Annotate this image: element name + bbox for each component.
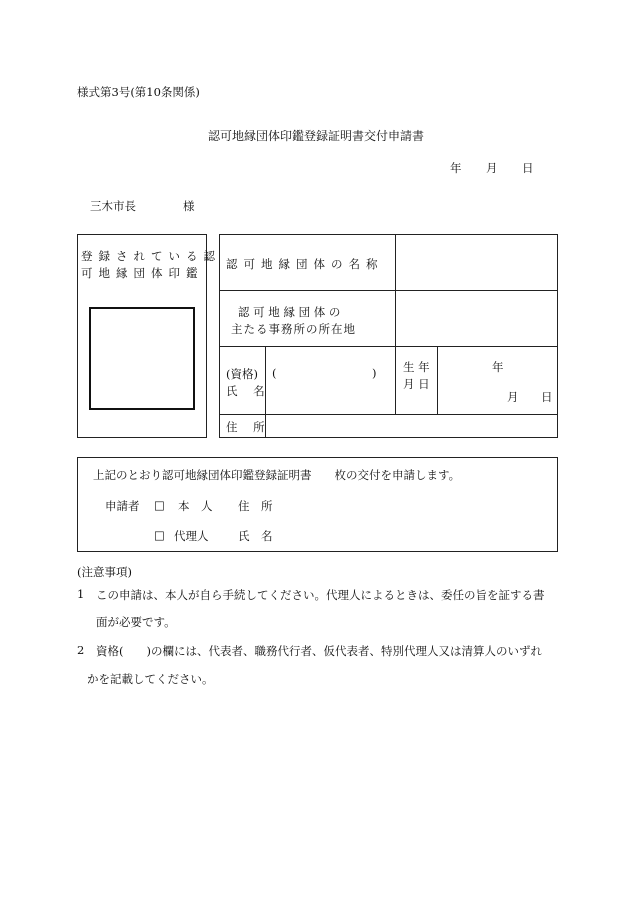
birth-label-line1: 生 年 bbox=[403, 360, 430, 374]
date-year-label: 年 bbox=[450, 161, 462, 175]
qualification-paren-close: ) bbox=[372, 366, 377, 380]
addressee-name: 三木市長 bbox=[90, 199, 136, 213]
request-statement: 上記のとおり認可地縁団体印鑑登録証明書 枚の交付を申請します。 bbox=[93, 468, 461, 482]
addressee-honorific: 様 bbox=[183, 199, 195, 213]
seal-label-line2: 可地縁団体印鑑 bbox=[81, 266, 204, 280]
applicant-label: 申請者 bbox=[105, 499, 140, 513]
seal-impression-area bbox=[89, 307, 195, 410]
birth-month-label: 月 bbox=[507, 390, 519, 404]
request-address-label: 住 所 bbox=[238, 499, 273, 513]
address-label: 住 所 bbox=[226, 420, 271, 434]
org-name-field[interactable] bbox=[396, 235, 557, 290]
birth-label-line2: 月 日 bbox=[403, 377, 430, 391]
agent-checkbox[interactable]: □ bbox=[154, 528, 165, 542]
note-2-number: 2 bbox=[77, 643, 85, 657]
qualification-label: (資格) bbox=[226, 367, 258, 381]
date-day-label: 日 bbox=[522, 161, 534, 175]
note-1-line1: この申請は、本人が自ら手続してください。代理人によるときは、委任の旨を証する書 bbox=[96, 588, 545, 602]
notes-heading: (注意事項) bbox=[77, 565, 132, 579]
self-checkbox[interactable]: □ bbox=[154, 498, 165, 512]
org-name-label: 認可地縁団体の名称 bbox=[226, 257, 384, 271]
org-office-label-line1: 認 可 地 縁 団 体 の bbox=[238, 305, 341, 319]
note-2-line1: 資格( )の欄には、代表者、職務代行者、仮代表者、特別代理人又は清算人のいずれ bbox=[96, 644, 542, 658]
self-label: 本 人 bbox=[178, 499, 213, 513]
note-2-line2: かを記載してください。 bbox=[87, 672, 214, 686]
agent-label: 代理人 bbox=[174, 529, 209, 543]
birth-year-label: 年 bbox=[492, 360, 504, 374]
table-col-divider-birth bbox=[437, 346, 438, 414]
request-name-label: 氏 名 bbox=[238, 529, 273, 543]
page-title: 認可地縁団体印鑑登録証明書交付申請書 bbox=[208, 129, 425, 143]
qualification-paren-open: ( bbox=[272, 366, 277, 380]
name-label: 氏 名 bbox=[226, 384, 271, 398]
seal-label-line1: 登録されている認 bbox=[81, 249, 221, 263]
representative-address-field[interactable] bbox=[266, 415, 557, 437]
form-number: 様式第3号(第10条関係) bbox=[77, 85, 200, 99]
representative-name-field[interactable] bbox=[266, 347, 395, 414]
org-office-label-line2: 主たる事務所の所在地 bbox=[231, 322, 356, 336]
note-1-number: 1 bbox=[77, 587, 85, 601]
date-month-label: 月 bbox=[486, 161, 498, 175]
note-1-line2: 面が必要です。 bbox=[96, 615, 176, 629]
org-office-address-field[interactable] bbox=[396, 291, 557, 346]
birth-day-label: 日 bbox=[541, 390, 553, 404]
